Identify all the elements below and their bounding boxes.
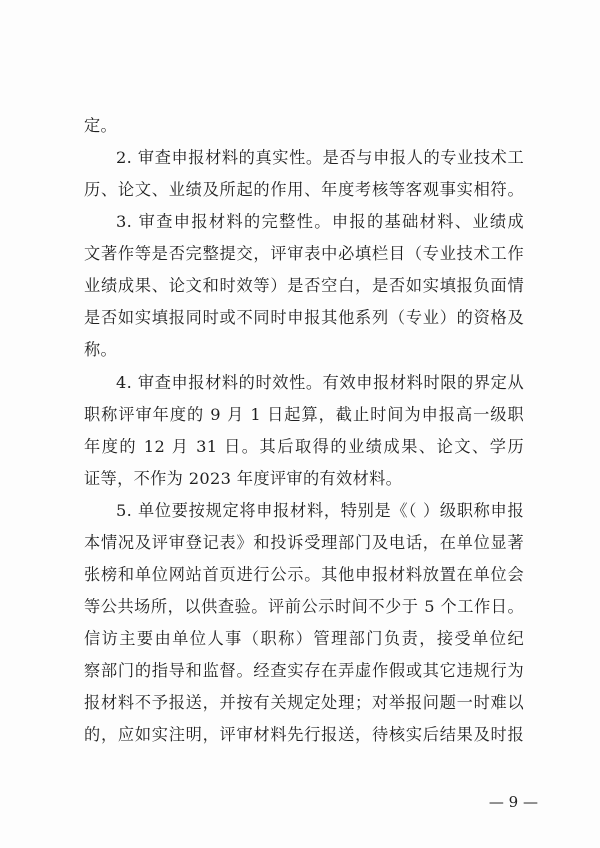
text-line: 信访主要由单位人事（职称）管理部门负责，接受单位纪 — [84, 629, 524, 648]
text-line: 3. 审查申报材料的完整性。申报的基础材料、业绩成 — [116, 212, 524, 231]
text-line: 定。 — [84, 116, 118, 135]
text-line: 历、论文、业绩及所起的作用、年度考核等客观事实相符。 — [84, 180, 524, 199]
text-line: 称。 — [84, 340, 118, 359]
text-line: 文著作等是否完整提交，评审表中必填栏目（专业技术工作 — [84, 244, 524, 263]
text-line: 职称评审年度的 9 月 1 日起算，截止时间为申报高一级职 — [84, 405, 524, 424]
text-line: 报材料不予报送，并按有关规定处理；对举报问题一时难以 — [84, 693, 524, 712]
text-line: 的，应如实注明，评审材料先行报送，待核实后结果及时报 — [84, 725, 524, 744]
text-line: 年度的 12 月 31 日。其后取得的业绩成果、论文、学历 — [84, 437, 524, 456]
text-line: 2. 审查申报材料的真实性。是否与申报人的专业技术工 — [116, 148, 524, 167]
text-line: 5. 单位要按规定将申报材料，特别是《（ ）级职称申报 — [116, 501, 524, 520]
text-line: 是否如实填报同时或不同时申报其他系列（专业）的资格及 — [84, 308, 524, 327]
text-line: 察部门的指导和监督。经查实存在弄虚作假或其它违规行为 — [84, 661, 524, 680]
text-line: 张榜和单位网站首页进行公示。其他申报材料放置在单位会 — [84, 565, 524, 584]
text-line: 等公共场所，以供查验。评前公示时间不少于 5 个工作日。 — [84, 597, 524, 616]
text-line: 证等，不作为 2023 年度评审的有效材料。 — [84, 469, 403, 488]
page-number: — 9 — — [488, 793, 538, 811]
text-line: 业绩成果、论文和时效等）是否空白，是否如实填报负面情 — [84, 276, 524, 295]
text-line: 4. 审查申报材料的时效性。有效申报材料时限的界定从 — [116, 373, 524, 392]
text-line: 本情况及评审登记表》和投诉受理部门及电话，在单位显著 — [84, 533, 524, 552]
